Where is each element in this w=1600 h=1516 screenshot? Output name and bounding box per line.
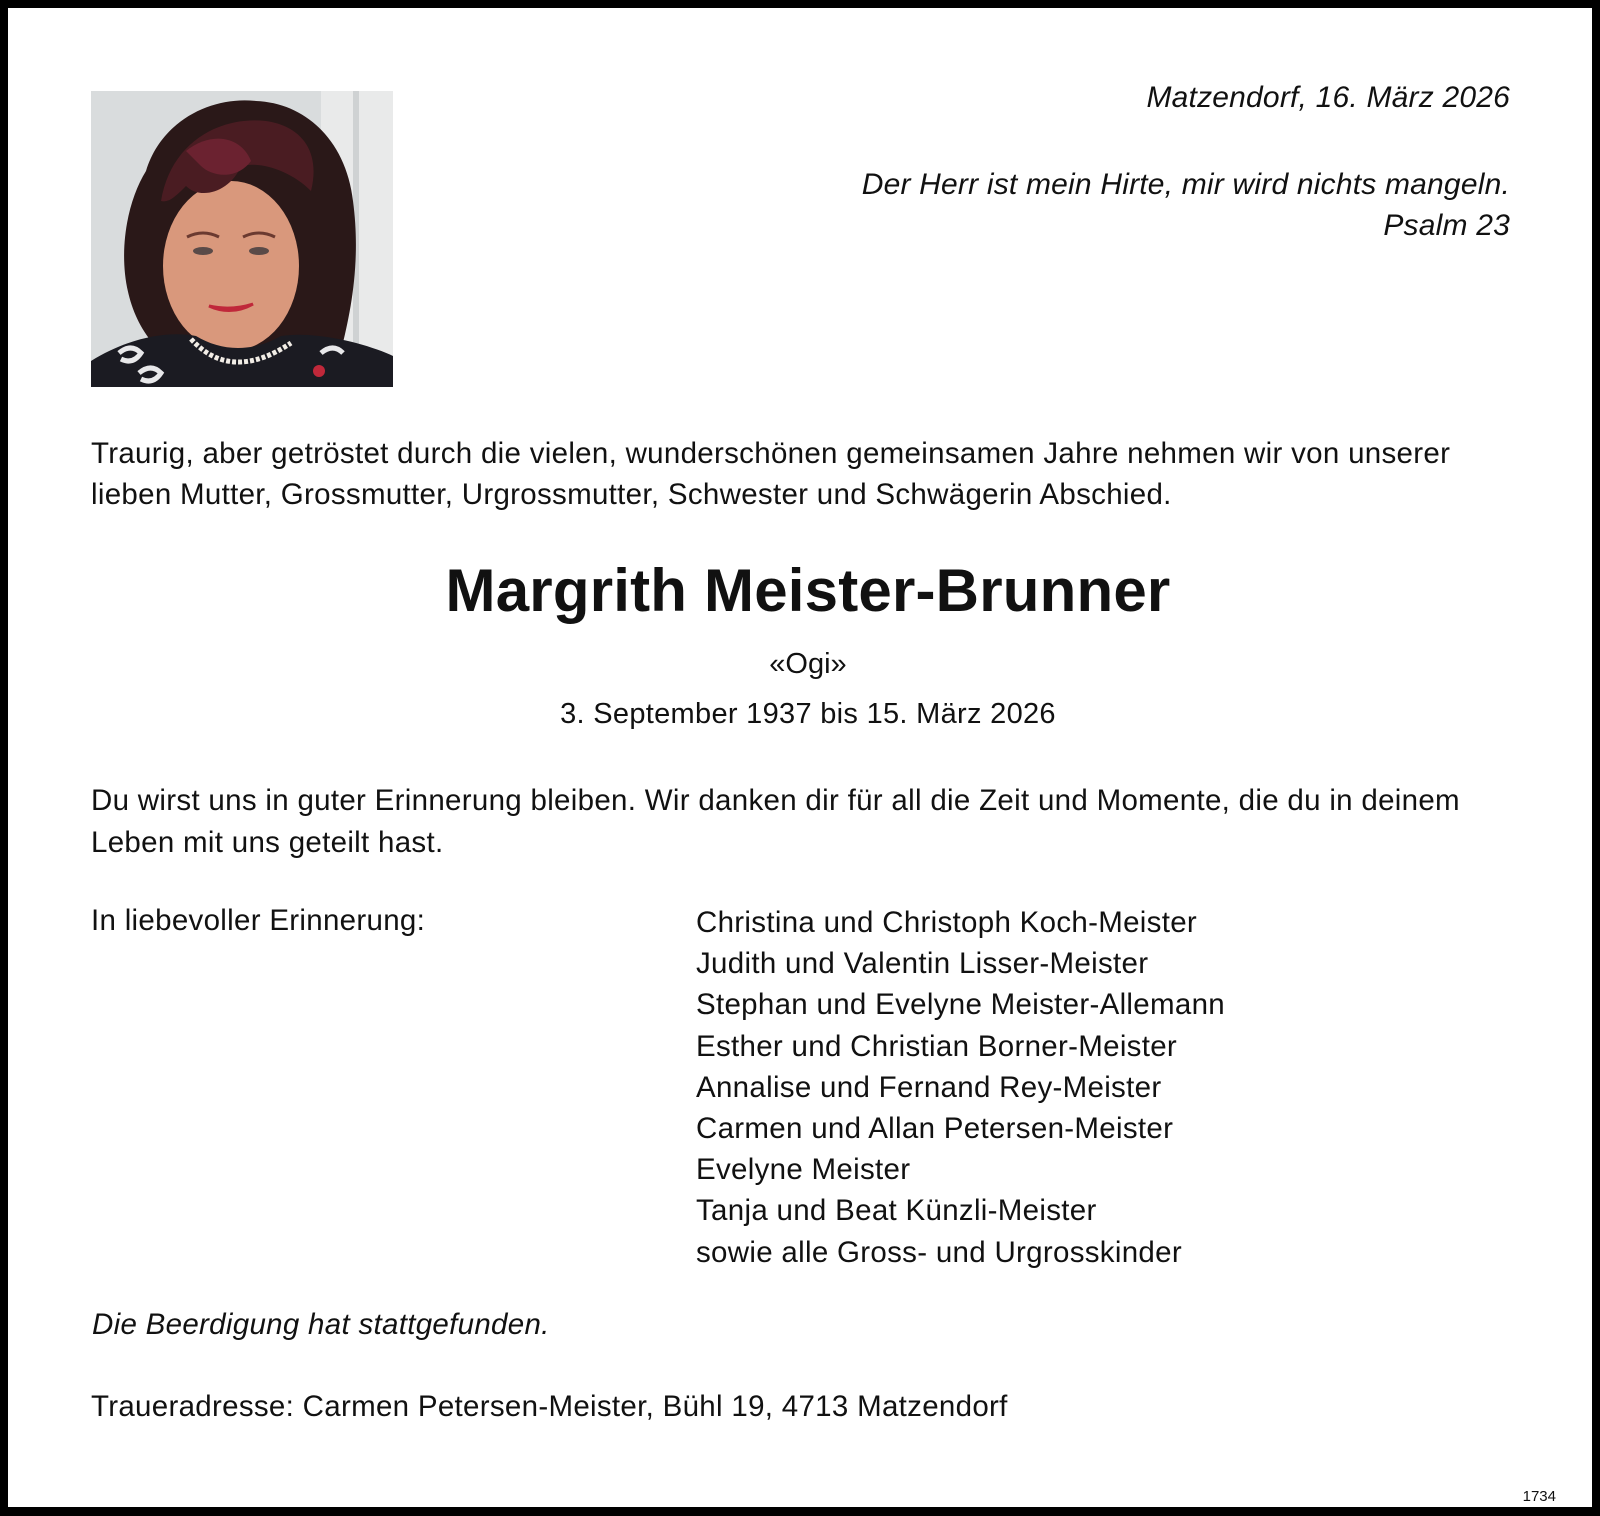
mourner-entry: Esther und Christian Borner-Meister: [696, 1029, 1178, 1063]
mourner-entry: Carmen und Allan Petersen-Meister: [696, 1112, 1174, 1146]
mourners-list: [696, 902, 1225, 1273]
mourners-label: In liebevoller Erinnerung:: [91, 904, 426, 937]
ad-number: 1734: [1522, 1488, 1556, 1505]
place-and-date: Matzendorf, 16. März 2026: [1146, 81, 1510, 114]
portrait-image: [91, 91, 393, 387]
bible-quote: [862, 164, 1510, 246]
mourner-entry: Evelyne Meister: [696, 1153, 911, 1187]
quote-text: Der Herr ist mein Hirte, mir wird nichts mangeln.: [861, 168, 1510, 201]
mourner-entry: Annalise und Fernand Rey-Meister: [696, 1070, 1162, 1104]
nickname: «Ogi»: [769, 648, 847, 680]
memory-paragraph: Du wirst uns in guter Erinnerung bleiben. Wir danken dir für all die Zeit und Momente, die du in deinem Leben mit uns geteilt hast.: [91, 784, 1460, 859]
intro-paragraph: Traurig, aber getröstet durch die vielen, wunderschönen gemeinsamen Jahre nehmen wir von unserer lieben Mutter, Grossmutter, Urgrossmutter, Schwester und Schwägerin Abschied.: [91, 437, 1451, 511]
funeral-note: Die Beerdigung hat stattgefunden.: [92, 1308, 550, 1341]
mourner-entry: Stephan und Evelyne Meister-Allemann: [696, 988, 1225, 1022]
portrait-photo: [91, 91, 393, 387]
mourner-entry: sowie alle Gross- und Urgrosskinder: [696, 1235, 1182, 1269]
mourner-entry: Judith und Valentin Lisser-Meister: [696, 947, 1149, 981]
deceased-name: Margrith Meister-Brunner: [445, 557, 1171, 624]
mourning-address: Traueradresse: Carmen Petersen-Meister, Bühl 19, 4713 Matzendorf: [91, 1390, 1008, 1423]
life-dates: 3. September 1937 bis 15. März 2026: [560, 698, 1056, 730]
quote-source: Psalm 23: [1383, 209, 1510, 242]
mourner-entry: Tanja und Beat Künzli-Meister: [696, 1194, 1097, 1228]
mourner-entry: Christina und Christoph Koch-Meister: [696, 906, 1198, 939]
